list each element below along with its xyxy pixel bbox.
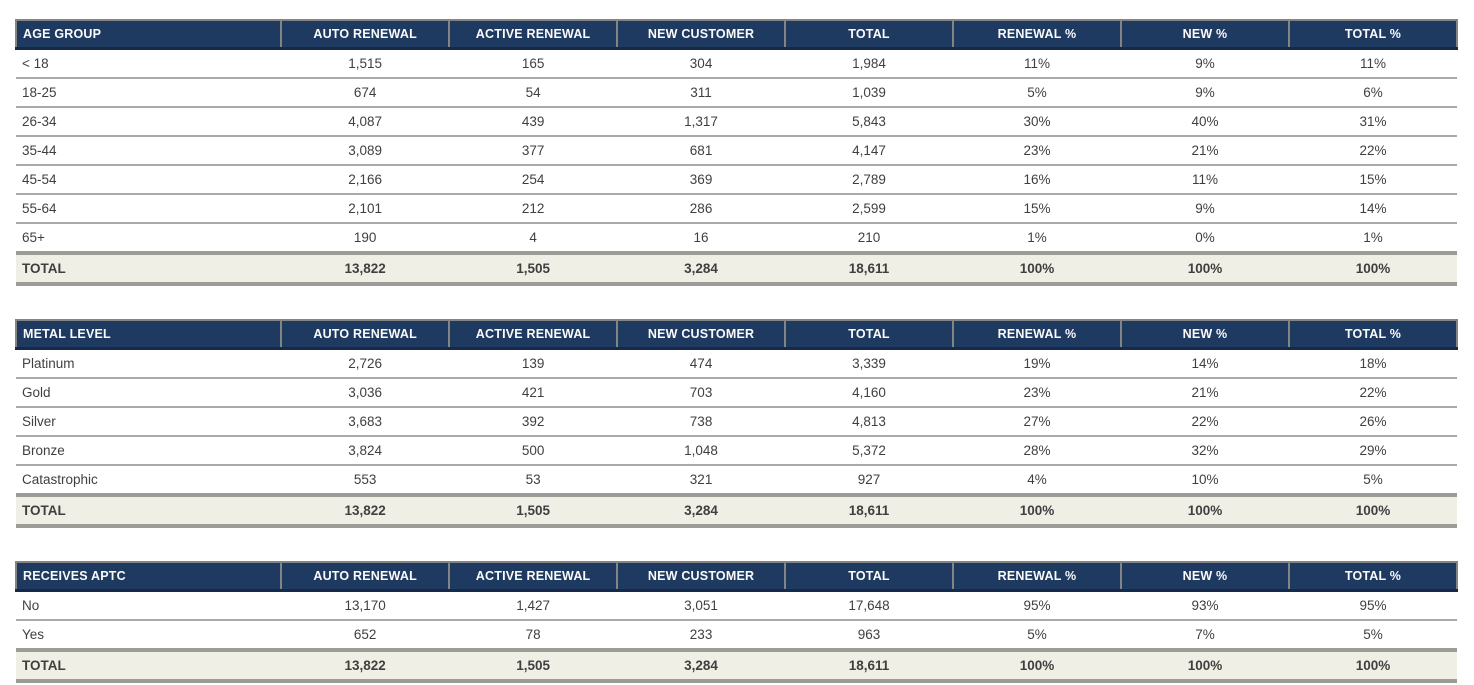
value-cell: 1%: [953, 223, 1121, 253]
column-header: TOTAL %: [1289, 20, 1457, 49]
value-cell: 78: [449, 620, 617, 650]
row-label-cell: Silver: [16, 407, 281, 436]
row-label-cell: 65+: [16, 223, 281, 253]
value-cell: 963: [785, 620, 953, 650]
total-value-cell: 13,822: [281, 253, 449, 284]
column-header: NEW CUSTOMER: [617, 320, 785, 349]
total-value-cell: 3,284: [617, 650, 785, 681]
column-header: ACTIVE RENEWAL: [449, 20, 617, 49]
value-cell: 10%: [1121, 465, 1289, 495]
value-cell: 7%: [1121, 620, 1289, 650]
row-label-cell: 26-34: [16, 107, 281, 136]
value-cell: 254: [449, 165, 617, 194]
value-cell: 286: [617, 194, 785, 223]
header-row: [16, 562, 1457, 591]
value-cell: 311: [617, 78, 785, 107]
value-cell: 30%: [953, 107, 1121, 136]
value-cell: 0%: [1121, 223, 1289, 253]
value-cell: 53: [449, 465, 617, 495]
header-row: [16, 320, 1457, 349]
table-row: [16, 407, 1457, 436]
value-cell: 1,048: [617, 436, 785, 465]
value-cell: 439: [449, 107, 617, 136]
value-cell: 369: [617, 165, 785, 194]
table-row: [16, 165, 1457, 194]
column-header: NEW %: [1121, 20, 1289, 49]
row-label-cell: 35-44: [16, 136, 281, 165]
value-cell: 27%: [953, 407, 1121, 436]
column-header: AUTO RENEWAL: [281, 20, 449, 49]
value-cell: 11%: [1121, 165, 1289, 194]
value-cell: 11%: [953, 49, 1121, 79]
value-cell: 21%: [1121, 136, 1289, 165]
column-header: TOTAL: [785, 20, 953, 49]
column-header: TOTAL %: [1289, 562, 1457, 591]
value-cell: 95%: [1289, 591, 1457, 621]
value-cell: 3,036: [281, 378, 449, 407]
value-cell: 3,683: [281, 407, 449, 436]
total-row: [16, 253, 1457, 284]
value-cell: 392: [449, 407, 617, 436]
value-cell: 674: [281, 78, 449, 107]
row-label-cell: Catastrophic: [16, 465, 281, 495]
total-value-cell: 100%: [1121, 650, 1289, 681]
value-cell: 233: [617, 620, 785, 650]
row-label-cell: Yes: [16, 620, 281, 650]
value-cell: 93%: [1121, 591, 1289, 621]
column-header: AUTO RENEWAL: [281, 562, 449, 591]
value-cell: 4,087: [281, 107, 449, 136]
total-value-cell: 13,822: [281, 495, 449, 526]
value-cell: 5%: [953, 78, 1121, 107]
value-cell: 2,789: [785, 165, 953, 194]
value-cell: 95%: [953, 591, 1121, 621]
value-cell: 377: [449, 136, 617, 165]
table-row: [16, 107, 1457, 136]
total-value-cell: 18,611: [785, 650, 953, 681]
value-cell: 5%: [1289, 620, 1457, 650]
total-row: [16, 495, 1457, 526]
column-header: TOTAL %: [1289, 320, 1457, 349]
value-cell: 15%: [1289, 165, 1457, 194]
value-cell: 1,984: [785, 49, 953, 79]
value-cell: 17,648: [785, 591, 953, 621]
value-cell: 2,166: [281, 165, 449, 194]
value-cell: 1,317: [617, 107, 785, 136]
table-row: [16, 136, 1457, 165]
total-value-cell: 100%: [1289, 650, 1457, 681]
table-section-metal-level: [15, 319, 1458, 528]
data-table: [15, 19, 1458, 286]
table-title-cell: METAL LEVEL: [16, 320, 281, 349]
total-value-cell: 100%: [953, 495, 1121, 526]
value-cell: 16: [617, 223, 785, 253]
value-cell: 3,089: [281, 136, 449, 165]
row-label-cell: 55-64: [16, 194, 281, 223]
value-cell: 15%: [953, 194, 1121, 223]
value-cell: 23%: [953, 378, 1121, 407]
column-header: ACTIVE RENEWAL: [449, 320, 617, 349]
total-value-cell: 3,284: [617, 495, 785, 526]
total-label-cell: TOTAL: [16, 650, 281, 681]
total-value-cell: 1,505: [449, 253, 617, 284]
row-label-cell: 18-25: [16, 78, 281, 107]
value-cell: 40%: [1121, 107, 1289, 136]
table-section-age-group: [15, 19, 1458, 286]
value-cell: 18%: [1289, 349, 1457, 379]
value-cell: 4,813: [785, 407, 953, 436]
value-cell: 212: [449, 194, 617, 223]
table-row: [16, 78, 1457, 107]
value-cell: 652: [281, 620, 449, 650]
column-header: NEW %: [1121, 562, 1289, 591]
total-value-cell: 100%: [953, 253, 1121, 284]
value-cell: 190: [281, 223, 449, 253]
value-cell: 22%: [1289, 378, 1457, 407]
value-cell: 19%: [953, 349, 1121, 379]
column-header: AUTO RENEWAL: [281, 320, 449, 349]
value-cell: 14%: [1289, 194, 1457, 223]
row-label-cell: No: [16, 591, 281, 621]
value-cell: 4,147: [785, 136, 953, 165]
value-cell: 22%: [1121, 407, 1289, 436]
row-label-cell: Bronze: [16, 436, 281, 465]
value-cell: 421: [449, 378, 617, 407]
column-header: NEW CUSTOMER: [617, 562, 785, 591]
value-cell: 3,051: [617, 591, 785, 621]
column-header: TOTAL: [785, 562, 953, 591]
column-header: NEW %: [1121, 320, 1289, 349]
row-label-cell: Gold: [16, 378, 281, 407]
column-header: ACTIVE RENEWAL: [449, 562, 617, 591]
value-cell: 4%: [953, 465, 1121, 495]
total-row: [16, 650, 1457, 681]
column-header: RENEWAL %: [953, 20, 1121, 49]
total-value-cell: 100%: [1289, 495, 1457, 526]
value-cell: 11%: [1289, 49, 1457, 79]
total-label-cell: TOTAL: [16, 495, 281, 526]
value-cell: 3,824: [281, 436, 449, 465]
value-cell: 5,843: [785, 107, 953, 136]
value-cell: 9%: [1121, 194, 1289, 223]
value-cell: 474: [617, 349, 785, 379]
value-cell: 1,427: [449, 591, 617, 621]
value-cell: 22%: [1289, 136, 1457, 165]
column-header: RENEWAL %: [953, 320, 1121, 349]
value-cell: 16%: [953, 165, 1121, 194]
value-cell: 23%: [953, 136, 1121, 165]
table-row: [16, 591, 1457, 621]
total-value-cell: 3,284: [617, 253, 785, 284]
header-row: [16, 20, 1457, 49]
value-cell: 738: [617, 407, 785, 436]
value-cell: 28%: [953, 436, 1121, 465]
table-row: [16, 436, 1457, 465]
row-label-cell: Platinum: [16, 349, 281, 379]
column-header: TOTAL: [785, 320, 953, 349]
total-value-cell: 1,505: [449, 650, 617, 681]
total-value-cell: 18,611: [785, 253, 953, 284]
table-row: [16, 349, 1457, 379]
table-row: [16, 378, 1457, 407]
data-table: [15, 319, 1458, 528]
total-value-cell: 100%: [1121, 253, 1289, 284]
value-cell: 54: [449, 78, 617, 107]
table-section-receives-aptc: [15, 561, 1458, 683]
value-cell: 21%: [1121, 378, 1289, 407]
column-header: RENEWAL %: [953, 562, 1121, 591]
total-value-cell: 100%: [1289, 253, 1457, 284]
value-cell: 9%: [1121, 78, 1289, 107]
value-cell: 26%: [1289, 407, 1457, 436]
value-cell: 927: [785, 465, 953, 495]
value-cell: 5%: [1289, 465, 1457, 495]
table-row: [16, 223, 1457, 253]
value-cell: 165: [449, 49, 617, 79]
value-cell: 4: [449, 223, 617, 253]
total-label-cell: TOTAL: [16, 253, 281, 284]
value-cell: 139: [449, 349, 617, 379]
table-row: [16, 49, 1457, 79]
value-cell: 6%: [1289, 78, 1457, 107]
value-cell: 1,515: [281, 49, 449, 79]
table-row: [16, 194, 1457, 223]
value-cell: 2,726: [281, 349, 449, 379]
value-cell: 13,170: [281, 591, 449, 621]
value-cell: 321: [617, 465, 785, 495]
value-cell: 14%: [1121, 349, 1289, 379]
value-cell: 32%: [1121, 436, 1289, 465]
value-cell: 4,160: [785, 378, 953, 407]
value-cell: 9%: [1121, 49, 1289, 79]
row-label-cell: 45-54: [16, 165, 281, 194]
value-cell: 5,372: [785, 436, 953, 465]
total-value-cell: 13,822: [281, 650, 449, 681]
value-cell: 703: [617, 378, 785, 407]
value-cell: 1,039: [785, 78, 953, 107]
total-value-cell: 1,505: [449, 495, 617, 526]
row-label-cell: < 18: [16, 49, 281, 79]
value-cell: 304: [617, 49, 785, 79]
column-header: NEW CUSTOMER: [617, 20, 785, 49]
value-cell: 5%: [953, 620, 1121, 650]
table-row: [16, 465, 1457, 495]
total-value-cell: 100%: [953, 650, 1121, 681]
value-cell: 210: [785, 223, 953, 253]
value-cell: 2,101: [281, 194, 449, 223]
value-cell: 500: [449, 436, 617, 465]
total-value-cell: 100%: [1121, 495, 1289, 526]
data-table: [15, 561, 1458, 683]
value-cell: 29%: [1289, 436, 1457, 465]
value-cell: 2,599: [785, 194, 953, 223]
value-cell: 31%: [1289, 107, 1457, 136]
table-title-cell: RECEIVES APTC: [16, 562, 281, 591]
table-row: [16, 620, 1457, 650]
value-cell: 553: [281, 465, 449, 495]
total-value-cell: 18,611: [785, 495, 953, 526]
table-title-cell: AGE GROUP: [16, 20, 281, 49]
value-cell: 1%: [1289, 223, 1457, 253]
value-cell: 3,339: [785, 349, 953, 379]
value-cell: 681: [617, 136, 785, 165]
